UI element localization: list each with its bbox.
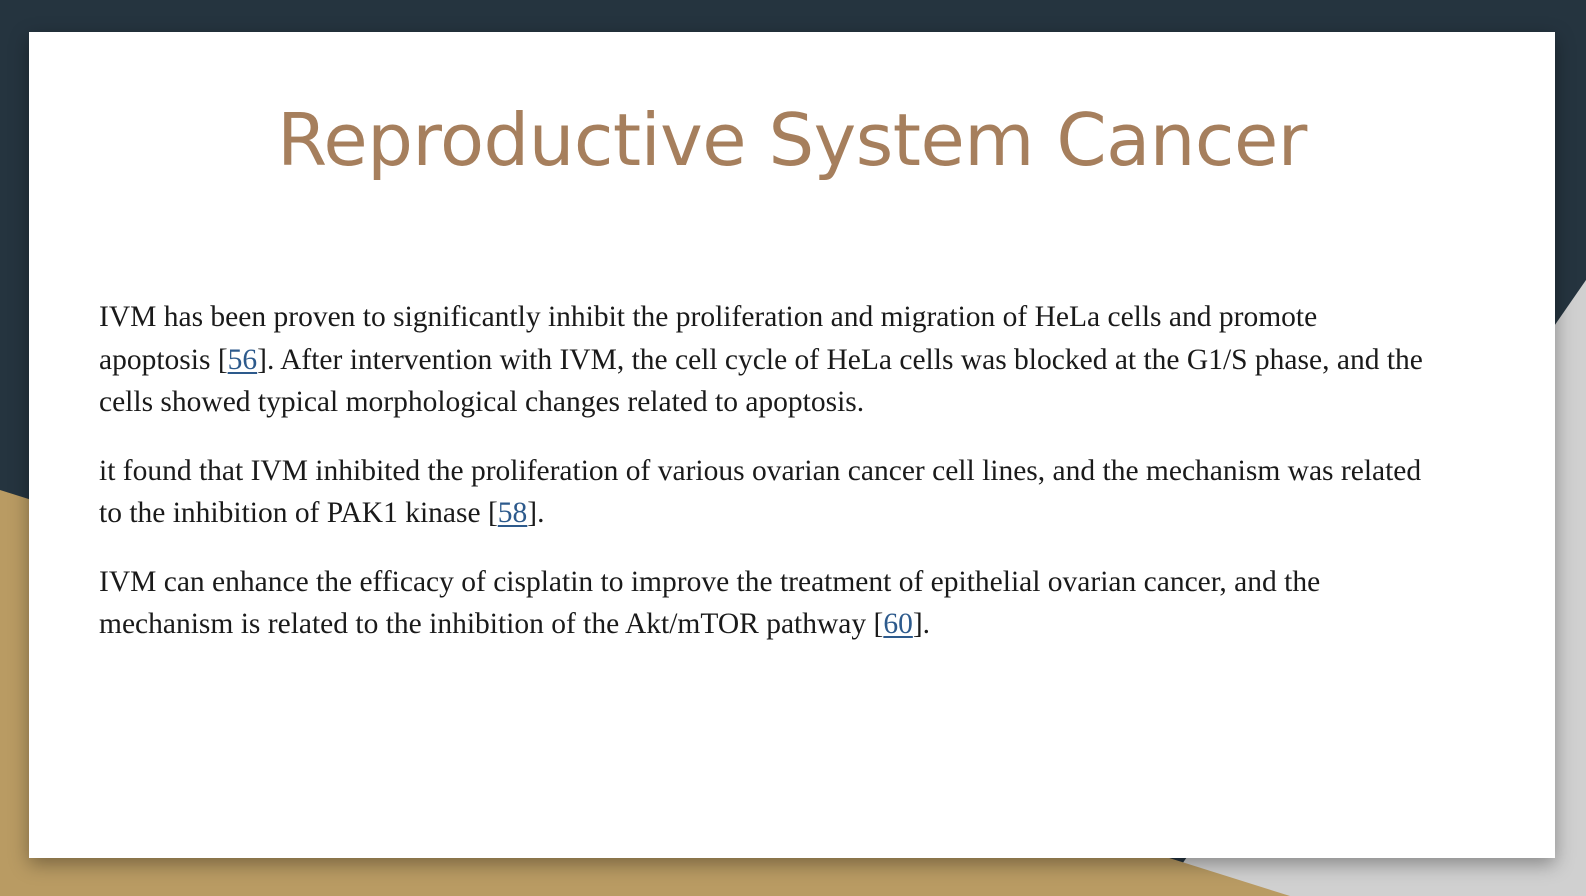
slide[interactable]	[29, 32, 1555, 858]
citation-link-56[interactable]: 56	[227, 343, 258, 376]
paragraph-text: IVM has been proven to significantly inhibit the proliferation and migration of HeLa cells and promote apoptosis [	[99, 301, 1318, 376]
paragraph-text: ].	[912, 608, 931, 640]
citation-link-58[interactable]: 58	[497, 497, 528, 529]
paragraph-text: ]. After intervention with IVM, the cell cycle of HeLa cells was blocked at the G1/S phase, and the cells showed typical morphological changes related to apoptosis.	[99, 343, 1423, 418]
paragraph-cisplatin	[99, 561, 1429, 646]
paragraph-ovarian-pak1	[99, 450, 1429, 535]
slide-title: Reproductive System Cancer	[277, 98, 1307, 182]
paragraph-text: ].	[527, 497, 545, 529]
paragraph-text: it found that IVM inhibited the proliferation of various ovarian cancer cell lines, and the mechanism was related to the inhibition of PAK1 kinase [	[99, 454, 1422, 529]
slide-body	[99, 296, 1429, 672]
paragraph-text: IVM can enhance the efficacy of cisplatin to improve the treatment of epithelial ovarian cancer, and the mechanism is related to the inhibition of the Akt/mTOR pathway [	[99, 565, 1321, 640]
paragraph-hela	[99, 296, 1429, 424]
citation-link-60[interactable]: 60	[883, 608, 913, 640]
